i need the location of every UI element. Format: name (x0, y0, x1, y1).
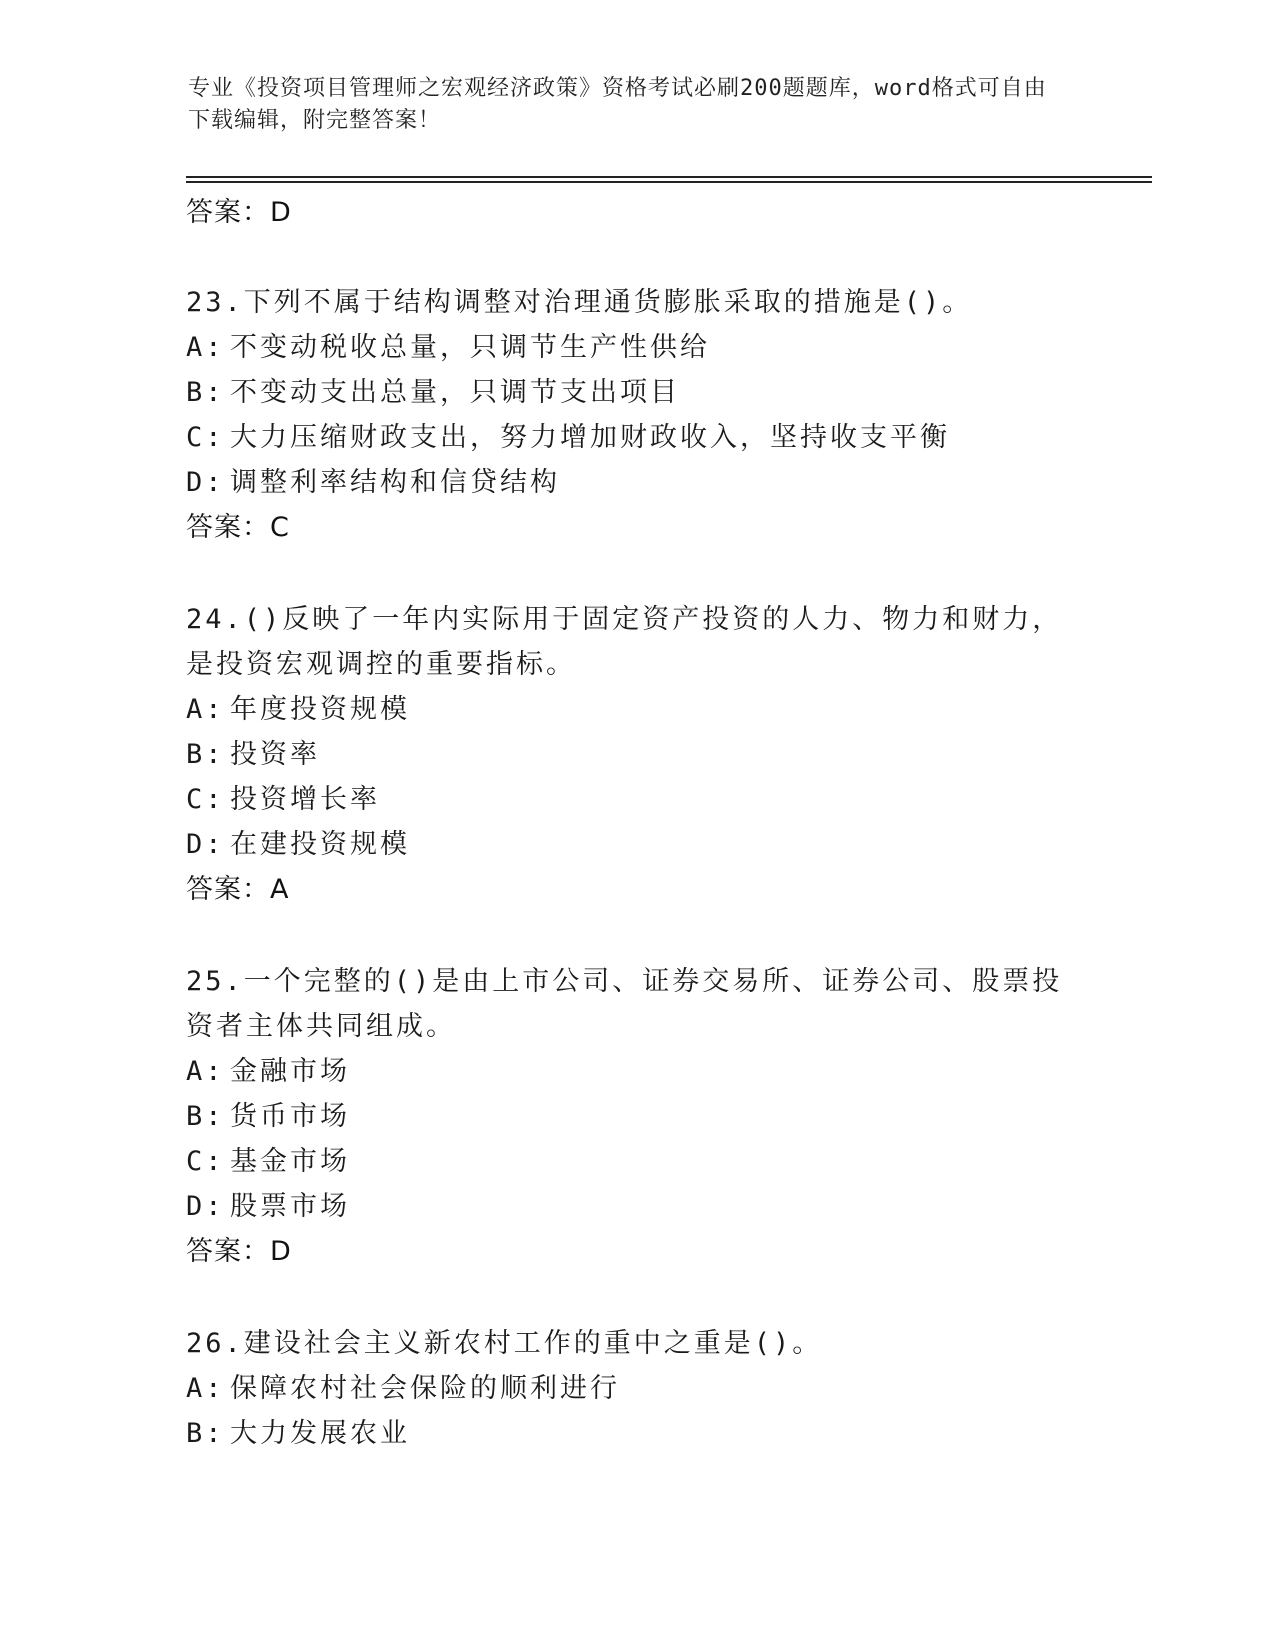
answer-line (186, 1229, 1086, 1275)
option-letter: C: (186, 784, 225, 815)
option-text: 金融市场 (230, 1056, 350, 1087)
option-text: 不变动税收总量，只调节生产性供给 (230, 332, 710, 363)
answer-prefix: 答案： (186, 512, 270, 543)
answer-value: D (270, 197, 292, 228)
option-b (186, 732, 1086, 777)
answer-prefix: 答案： (186, 874, 270, 905)
option-text: 基金市场 (230, 1146, 350, 1177)
option-text: 投资率 (230, 739, 320, 770)
option-a (186, 687, 1086, 732)
header-divider-bottom (186, 181, 1152, 183)
option-letter: B: (186, 1418, 225, 1449)
option-a (186, 1049, 1086, 1094)
header-text: 专业《投资项目管理师之宏观经济政策》资格考试必刷200题题库，word格式可自由下载编辑，附完整答案！ (188, 76, 1047, 133)
question-list (186, 190, 1086, 1502)
option-text: 股票市场 (230, 1191, 350, 1222)
answer-value: D (270, 1236, 292, 1267)
option-letter: A: (186, 332, 225, 363)
answer-line (186, 190, 1086, 236)
answer-prefix: 答案： (186, 197, 270, 228)
option-b (186, 1094, 1086, 1139)
option-c (186, 415, 1086, 460)
option-b (186, 370, 1086, 415)
document-header (188, 73, 1068, 137)
answer-value: A (270, 874, 290, 905)
option-text: 在建投资规模 (230, 829, 410, 860)
option-letter: C: (186, 422, 225, 453)
option-d (186, 1184, 1086, 1229)
option-d (186, 822, 1086, 867)
answer-prefix: 答案： (186, 1236, 270, 1267)
question-stem: 25.一个完整的()是由上市公司、证券交易所、证券公司、股票投资者主体共同组成。 (186, 966, 1063, 1042)
answer-line (186, 867, 1086, 913)
option-text: 调整利率结构和信贷结构 (230, 467, 560, 498)
option-text: 保障农村社会保险的顺利进行 (230, 1373, 620, 1404)
option-a (186, 325, 1086, 370)
answer-line (186, 505, 1086, 551)
option-letter: A: (186, 694, 225, 725)
option-text: 大力压缩财政支出，努力增加财政收入，坚持收支平衡 (230, 422, 950, 453)
question-stem: 26.建设社会主义新农村工作的重中之重是()。 (186, 1328, 823, 1359)
option-d (186, 460, 1086, 505)
question-23 (186, 280, 1086, 551)
question-26 (186, 1321, 1086, 1456)
option-letter: A: (186, 1056, 225, 1087)
option-text: 不变动支出总量，只调节支出项目 (230, 377, 680, 408)
option-text: 大力发展农业 (230, 1418, 410, 1449)
option-letter: D: (186, 829, 225, 860)
option-text: 投资增长率 (230, 784, 380, 815)
option-letter: A: (186, 1373, 225, 1404)
question-24 (186, 597, 1086, 913)
header-divider-top (186, 176, 1152, 178)
option-a (186, 1366, 1086, 1411)
answer-value: C (270, 512, 290, 543)
option-b (186, 1411, 1086, 1456)
question-stem: 23.下列不属于结构调整对治理通货膨胀采取的措施是()。 (186, 287, 973, 318)
option-letter: D: (186, 467, 225, 498)
question-25 (186, 959, 1086, 1275)
option-text: 货币市场 (230, 1101, 350, 1132)
option-letter: B: (186, 1101, 225, 1132)
option-letter: D: (186, 1191, 225, 1222)
option-letter: B: (186, 739, 225, 770)
option-letter: C: (186, 1146, 225, 1177)
question-stem: 24.()反映了一年内实际用于固定资产投资的人力、物力和财力，是投资宏观调控的重要指标。 (186, 604, 1063, 680)
option-text: 年度投资规模 (230, 694, 410, 725)
option-c (186, 777, 1086, 822)
option-c (186, 1139, 1086, 1184)
option-letter: B: (186, 377, 225, 408)
